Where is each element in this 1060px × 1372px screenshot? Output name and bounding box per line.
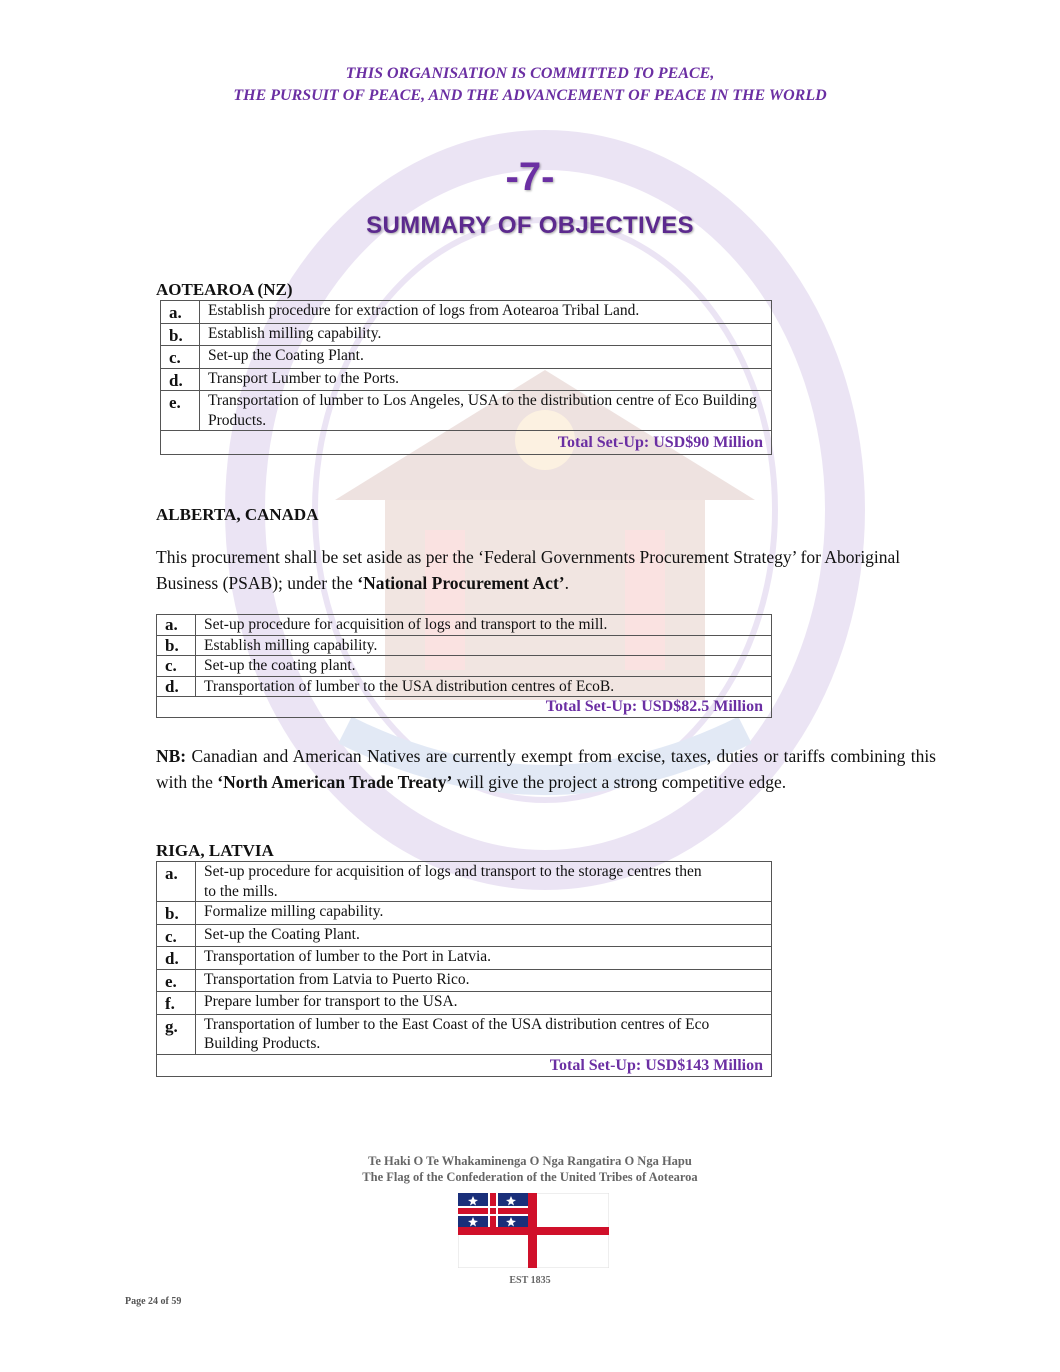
item-text: Establish milling capability.: [200, 323, 772, 346]
item-letter: c.: [161, 346, 200, 369]
item-text: Establish milling capability.: [196, 635, 772, 656]
alberta-paragraph: [156, 544, 936, 596]
nb-text-end: will give the project a strong competitive edge.: [452, 772, 787, 792]
item-text: Establish procedure for extraction of logs from Aotearoa Tribal Land.: [200, 301, 772, 324]
nb-label: NB:: [156, 746, 187, 766]
item-text: Set-up procedure for acquisition of logs and transport to the mill.: [196, 615, 772, 636]
total-setup-aotearoa: Total Set-Up: USD$90 Million: [161, 431, 772, 455]
table-row: [157, 656, 772, 677]
item-text: Prepare lumber for transport to the USA.: [196, 992, 772, 1015]
riga-objectives-table: [156, 861, 772, 1077]
item-letter: b.: [157, 635, 196, 656]
item-letter: b.: [161, 323, 200, 346]
table-row: [157, 615, 772, 636]
table-row: [157, 676, 772, 697]
table-row: [161, 346, 772, 369]
section-heading-alberta: ALBERTA, CANADA: [156, 505, 319, 524]
total-setup-riga: Total Set-Up: USD$143 Million: [157, 1054, 772, 1076]
item-text: Transportation of lumber to the USA distribution centres of EcoB.: [196, 676, 772, 697]
table-row: [161, 301, 772, 324]
section-heading-riga: RIGA, LATVIA: [156, 841, 274, 860]
item-letter: d.: [157, 676, 196, 697]
alberta-para-end: .: [564, 573, 569, 593]
item-text: Transportation from Latvia to Puerto Rico.: [196, 969, 772, 992]
page-number: Page 24 of 59: [125, 1296, 182, 1307]
total-row: [157, 1054, 772, 1076]
page-title: SUMMARY OF OBJECTIVES: [366, 212, 694, 239]
item-letter: a.: [157, 615, 196, 636]
item-letter: e.: [157, 969, 196, 992]
item-letter: c.: [157, 656, 196, 677]
table-row: [157, 924, 772, 947]
footer-est: EST 1835: [509, 1275, 551, 1286]
north-american-trade-treaty: ‘North American Trade Treaty’: [217, 772, 453, 792]
item-letter: d.: [157, 947, 196, 970]
item-text: Transport Lumber to the Ports.: [200, 368, 772, 391]
national-procurement-act: ‘National Procurement Act’: [357, 573, 565, 593]
section-heading-aotearoa: AOTEAROA (NZ): [156, 280, 293, 299]
item-letter: f.: [157, 992, 196, 1015]
alberta-objectives-table: [156, 614, 772, 718]
table-row: [161, 323, 772, 346]
table-row: [157, 1014, 772, 1054]
table-row: [157, 862, 772, 902]
aotearoa-objectives-table: [160, 300, 772, 455]
item-text: Transportation of lumber to Los Angeles, USA to the distribution centre of Eco Building Products.: [200, 391, 772, 431]
item-letter: a.: [161, 301, 200, 324]
motto-line-1: THIS ORGANISATION IS COMMITTED TO PEACE,: [345, 65, 715, 82]
item-text: Set-up procedure for acquisition of logs and transport to the storage centres then to the mills.: [196, 862, 772, 902]
item-letter: d.: [161, 368, 200, 391]
table-row: [157, 969, 772, 992]
section-number: -7-: [505, 155, 555, 199]
nb-text: Canadian and American Natives are currently exempt from excise, taxes, duties or tariffs combining this with the: [156, 746, 936, 792]
item-text: Transportation of lumber to the East Coast of the USA distribution centres of Eco Building Products.: [196, 1014, 772, 1054]
total-row: [157, 697, 772, 718]
total-setup-alberta: Total Set-Up: USD$82.5 Million: [157, 697, 772, 718]
item-text: Set-up the Coating Plant.: [200, 346, 772, 369]
item-letter: g.: [157, 1014, 196, 1054]
united-tribes-flag: [458, 1193, 609, 1268]
total-row: [161, 431, 772, 455]
table-row: [157, 992, 772, 1015]
item-letter: a.: [157, 862, 196, 902]
item-text: Transportation of lumber to the Port in Latvia.: [196, 947, 772, 970]
item-letter: c.: [157, 924, 196, 947]
item-letter: b.: [157, 902, 196, 925]
footer-english-line: The Flag of the Confederation of the United Tribes of Aotearoa: [362, 1170, 698, 1184]
item-letter: e.: [161, 391, 200, 431]
item-text: Formalize milling capability.: [196, 902, 772, 925]
motto-line-2: THE PURSUIT OF PEACE, AND THE ADVANCEMENT OF PEACE IN THE WORLD: [233, 87, 827, 104]
table-row: [157, 902, 772, 925]
footer-maori-line: Te Haki O Te Whakaminenga O Nga Rangatira O Nga Hapu: [368, 1154, 692, 1168]
alberta-para-text: This procurement shall be set aside as per the ‘Federal Governments Procurement Strategy’ for Aboriginal Business (PSAB); under the: [156, 547, 901, 593]
table-row: [157, 947, 772, 970]
nb-paragraph: [156, 743, 936, 795]
item-text: Set-up the Coating Plant.: [196, 924, 772, 947]
item-text: Set-up the coating plant.: [196, 656, 772, 677]
table-row: [161, 368, 772, 391]
table-row: [161, 391, 772, 431]
table-row: [157, 635, 772, 656]
